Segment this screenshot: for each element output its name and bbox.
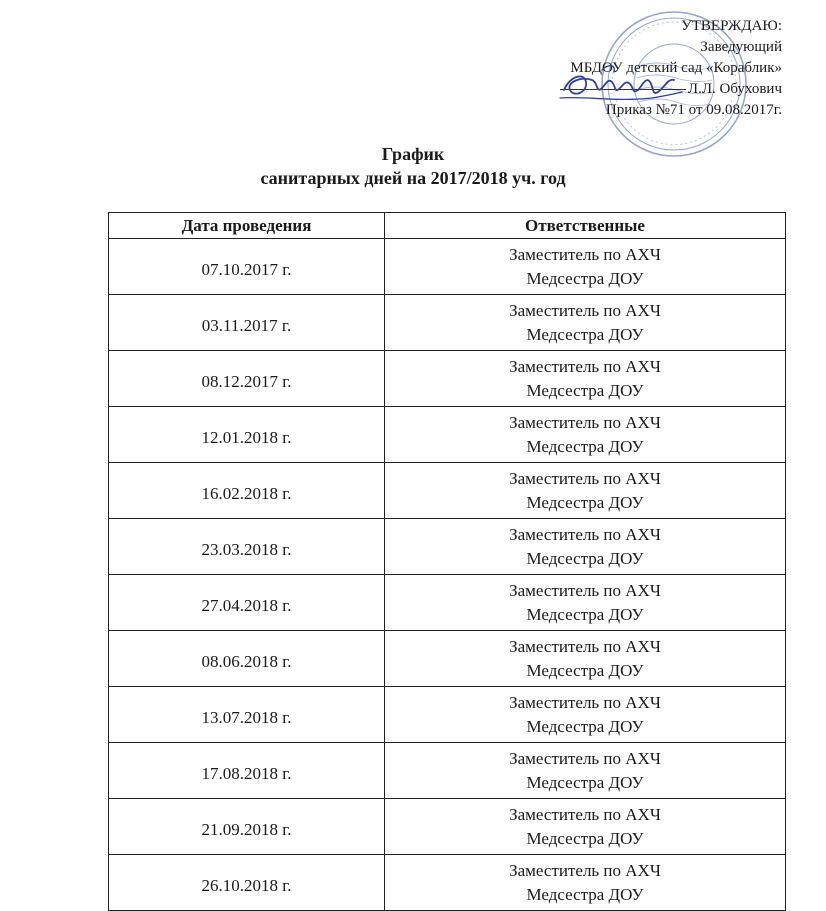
- responsible-deputy: Заместитель по АХЧ: [509, 244, 661, 264]
- date-cell: 21.09.2018 г.: [109, 799, 385, 855]
- table-row: [109, 687, 786, 743]
- responsible-deputy: Заместитель по АХЧ: [509, 524, 661, 544]
- table-row: [109, 855, 786, 911]
- responsible-nurse: Медсестра ДОУ: [526, 548, 644, 568]
- approval-organization: МБДОУ детский сад «Кораблик»: [570, 60, 782, 76]
- date-cell: 27.04.2018 г.: [109, 575, 385, 631]
- responsible-deputy: Заместитель по АХЧ: [509, 468, 661, 488]
- table-row: [109, 239, 786, 295]
- responsible-cell: [385, 575, 786, 631]
- date-cell: 17.08.2018 г.: [109, 743, 385, 799]
- responsible-cell: [385, 351, 786, 407]
- responsible-cell: [385, 463, 786, 519]
- responsible-cell: [385, 687, 786, 743]
- responsible-nurse: Медсестра ДОУ: [526, 492, 644, 512]
- responsible-nurse: Медсестра ДОУ: [526, 772, 644, 792]
- responsible-deputy: Заместитель по АХЧ: [509, 860, 661, 880]
- responsible-cell: [385, 519, 786, 575]
- responsible-nurse: Медсестра ДОУ: [526, 604, 644, 624]
- responsible-nurse: Медсестра ДОУ: [526, 660, 644, 680]
- approval-order: Приказ №71 от 09.08.2017г.: [605, 102, 782, 118]
- date-cell: 08.06.2018 г.: [109, 631, 385, 687]
- table-header-row: [109, 213, 786, 239]
- date-cell: 23.03.2018 г.: [109, 519, 385, 575]
- responsible-nurse: Медсестра ДОУ: [526, 716, 644, 736]
- table-row: [109, 463, 786, 519]
- responsible-cell: [385, 743, 786, 799]
- responsible-deputy: Заместитель по АХЧ: [509, 804, 661, 824]
- responsible-cell: [385, 799, 786, 855]
- responsible-nurse: Медсестра ДОУ: [526, 268, 644, 288]
- date-cell: 07.10.2017 г.: [109, 239, 385, 295]
- approval-heading: УТВЕРЖДАЮ:: [681, 18, 782, 34]
- date-cell: 13.07.2018 г.: [109, 687, 385, 743]
- table-row: [109, 519, 786, 575]
- signature: [556, 58, 686, 112]
- table-row: [109, 743, 786, 799]
- table-row: [109, 799, 786, 855]
- responsible-deputy: Заместитель по АХЧ: [509, 748, 661, 768]
- header-responsible: Ответственные: [385, 213, 786, 239]
- responsible-nurse: Медсестра ДОУ: [526, 324, 644, 344]
- date-cell: 12.01.2018 г.: [109, 407, 385, 463]
- approval-name: Л.Л. Обухович: [687, 81, 782, 97]
- responsible-nurse: Медсестра ДОУ: [526, 828, 644, 848]
- responsible-deputy: Заместитель по АХЧ: [509, 356, 661, 376]
- table-row: [109, 407, 786, 463]
- date-cell: 26.10.2018 г.: [109, 855, 385, 911]
- table-row: [109, 351, 786, 407]
- sanitary-days-table: [108, 212, 786, 911]
- responsible-deputy: Заместитель по АХЧ: [509, 692, 661, 712]
- table-row: [109, 631, 786, 687]
- table-row: [109, 295, 786, 351]
- date-cell: 03.11.2017 г.: [109, 295, 385, 351]
- date-cell: 08.12.2017 г.: [109, 351, 385, 407]
- responsible-nurse: Медсестра ДОУ: [526, 380, 644, 400]
- responsible-cell: [385, 407, 786, 463]
- responsible-deputy: Заместитель по АХЧ: [509, 300, 661, 320]
- responsible-deputy: Заместитель по АХЧ: [509, 636, 661, 656]
- responsible-cell: [385, 239, 786, 295]
- title-line-1: График: [381, 144, 445, 164]
- responsible-deputy: Заместитель по АХЧ: [509, 580, 661, 600]
- responsible-cell: [385, 855, 786, 911]
- responsible-deputy: Заместитель по АХЧ: [509, 412, 661, 432]
- approval-position: Заведующий: [700, 39, 782, 55]
- header-date: Дата проведения: [109, 213, 385, 239]
- table-row: [109, 575, 786, 631]
- date-cell: 16.02.2018 г.: [109, 463, 385, 519]
- responsible-nurse: Медсестра ДОУ: [526, 436, 644, 456]
- responsible-cell: [385, 295, 786, 351]
- responsible-nurse: Медсестра ДОУ: [526, 884, 644, 904]
- responsible-cell: [385, 631, 786, 687]
- title-line-2: санитарных дней на 2017/2018 уч. год: [260, 168, 566, 188]
